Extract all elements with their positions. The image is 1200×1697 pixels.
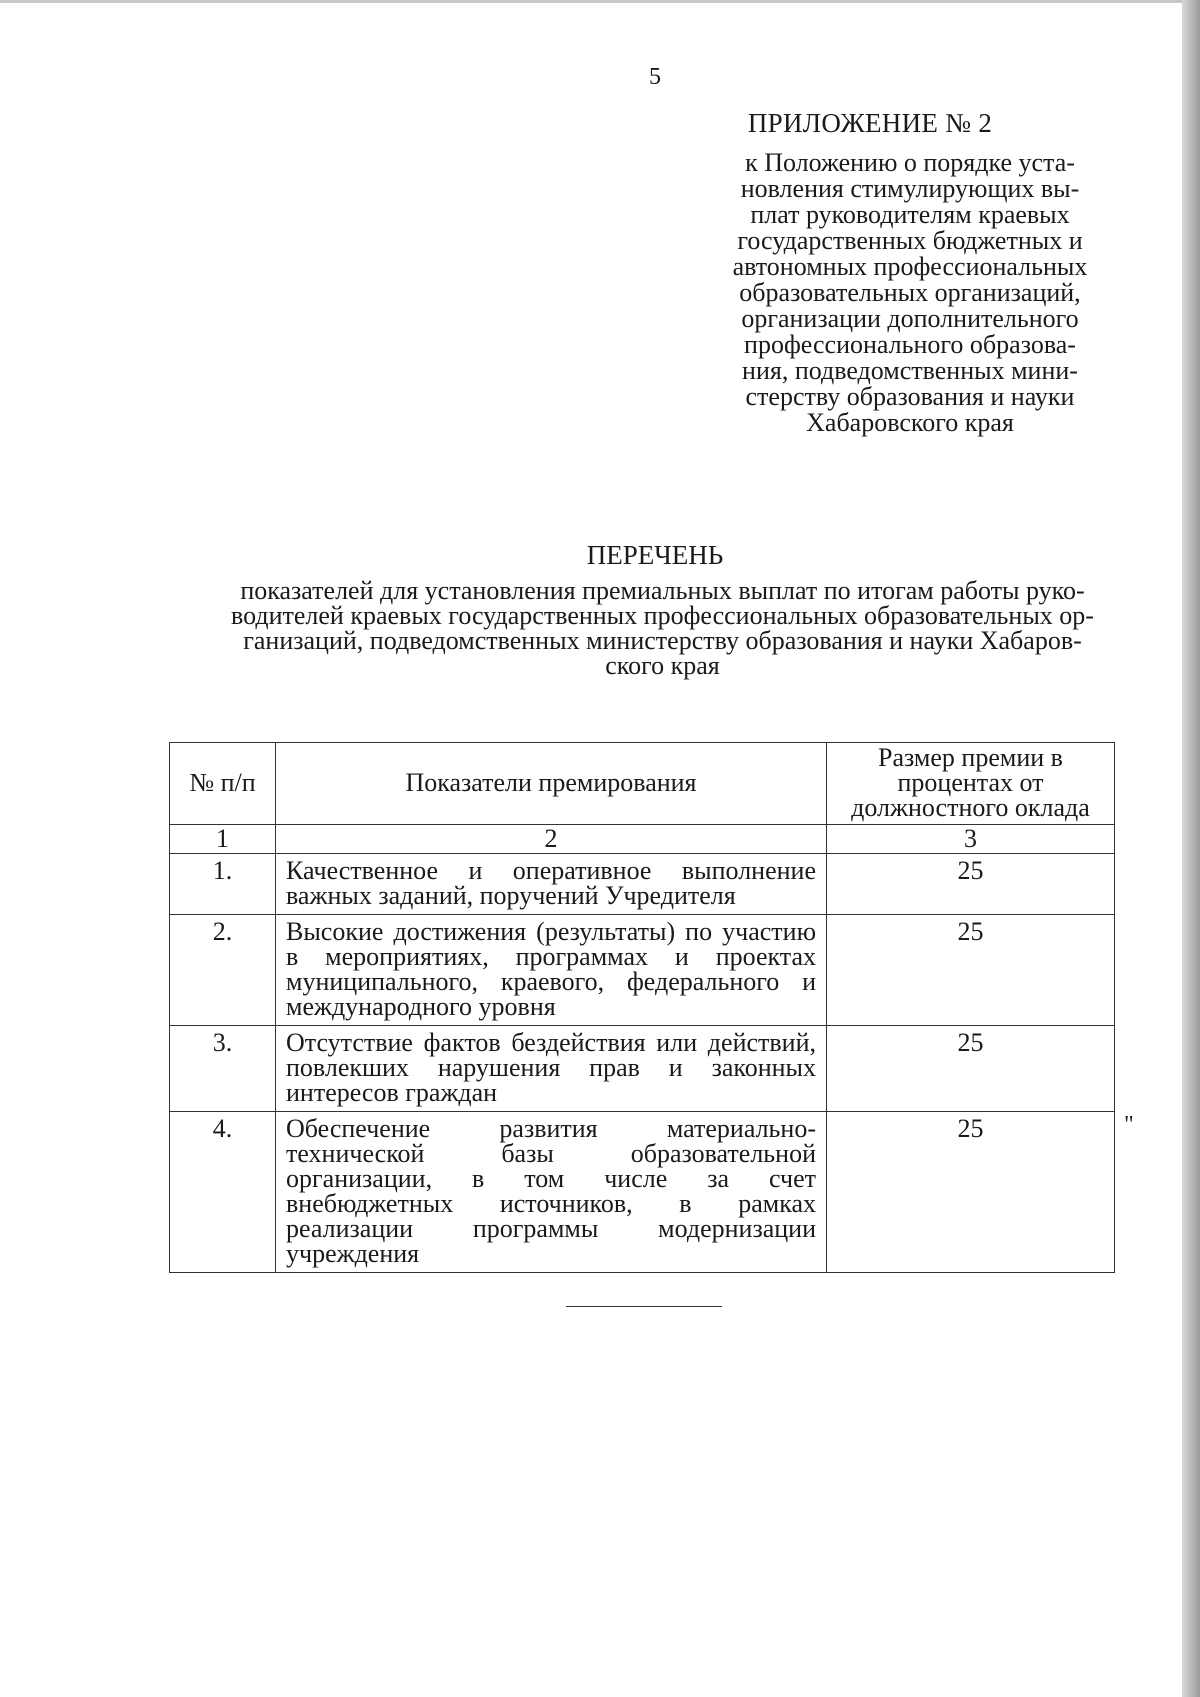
- appendix-reference: [700, 150, 1120, 436]
- end-divider: [566, 1306, 722, 1307]
- row-premium-size: 25: [827, 1026, 1115, 1112]
- header-number: № п/п: [170, 743, 276, 825]
- appendix-line: новления стимулирующих вы-: [740, 174, 1080, 203]
- list-title: ПЕРЕЧЕНЬ: [586, 540, 724, 570]
- column-number: 2: [276, 825, 827, 854]
- table-row: [170, 915, 1115, 1026]
- appendix-line: автономных профессиональных: [732, 252, 1088, 281]
- appendix-line: стерству образования и науки: [745, 382, 1075, 411]
- row-indicator: Качественное и оперативное выполнение важных заданий, поручений Учредителя: [276, 854, 827, 915]
- row-premium-size: 25: [827, 1112, 1115, 1273]
- appendix-line: плат руководителям краевых: [750, 200, 1070, 229]
- table-header-row: [170, 743, 1115, 825]
- premium-indicators-table: [169, 742, 1115, 1273]
- subtitle-line: показателей для установления премиальных выплат по итогам работы руко-: [240, 576, 1085, 605]
- appendix-line: образовательных организаций,: [739, 278, 1081, 307]
- header-indicator: Показатели премирования: [276, 743, 827, 825]
- row-number: 2.: [170, 915, 276, 1026]
- row-indicator: Обеспечение развития материально-технической базы образовательной организации, в том числе за счет внебюджетных источников, в рамках реализации программы модернизации учреждения: [276, 1112, 827, 1273]
- appendix-line: организации дополнительного: [741, 304, 1079, 333]
- row-number: 3.: [170, 1026, 276, 1112]
- column-number: 3: [827, 825, 1115, 854]
- page-number: 5: [649, 64, 661, 90]
- column-number: 1: [170, 825, 276, 854]
- list-subtitle: [190, 578, 1135, 678]
- row-premium-size: 25: [827, 854, 1115, 915]
- page-right-edge: [1182, 0, 1200, 1697]
- appendix-line: государственных бюджетных и: [737, 226, 1083, 255]
- appendix-title: ПРИЛОЖЕНИЕ № 2: [747, 108, 993, 138]
- row-number: 4.: [170, 1112, 276, 1273]
- appendix-line: ния, подведомственных мини-: [742, 356, 1078, 385]
- table-row: [170, 854, 1115, 915]
- closing-quote-mark: ": [1124, 1112, 1134, 1138]
- row-indicator: Высокие достижения (результаты) по участию в мероприятиях, программах и проектах муниципального, краевого, федерального и международного уровня: [276, 915, 827, 1026]
- column-number-row: [170, 825, 1115, 854]
- row-indicator: Отсутствие фактов бездействия или действий, повлекших нарушения прав и законных интересов граждан: [276, 1026, 827, 1112]
- page-top-edge: [0, 0, 1200, 3]
- row-number: 1.: [170, 854, 276, 915]
- table-row: [170, 1026, 1115, 1112]
- subtitle-line: ского края: [605, 651, 720, 680]
- row-premium-size: 25: [827, 915, 1115, 1026]
- appendix-line: к Положению о порядке уста-: [745, 148, 1075, 177]
- appendix-line: профессионального образова-: [744, 330, 1076, 359]
- subtitle-line: ганизаций, подведомственных министерству образования и науки Хабаров-: [243, 626, 1082, 655]
- subtitle-line: водителей краевых государственных профессиональных образовательных ор-: [231, 601, 1094, 630]
- header-premium-size: Размер премии в процентах от должностного оклада: [827, 743, 1115, 825]
- appendix-line: Хабаровского края: [806, 408, 1014, 437]
- table-row: [170, 1112, 1115, 1273]
